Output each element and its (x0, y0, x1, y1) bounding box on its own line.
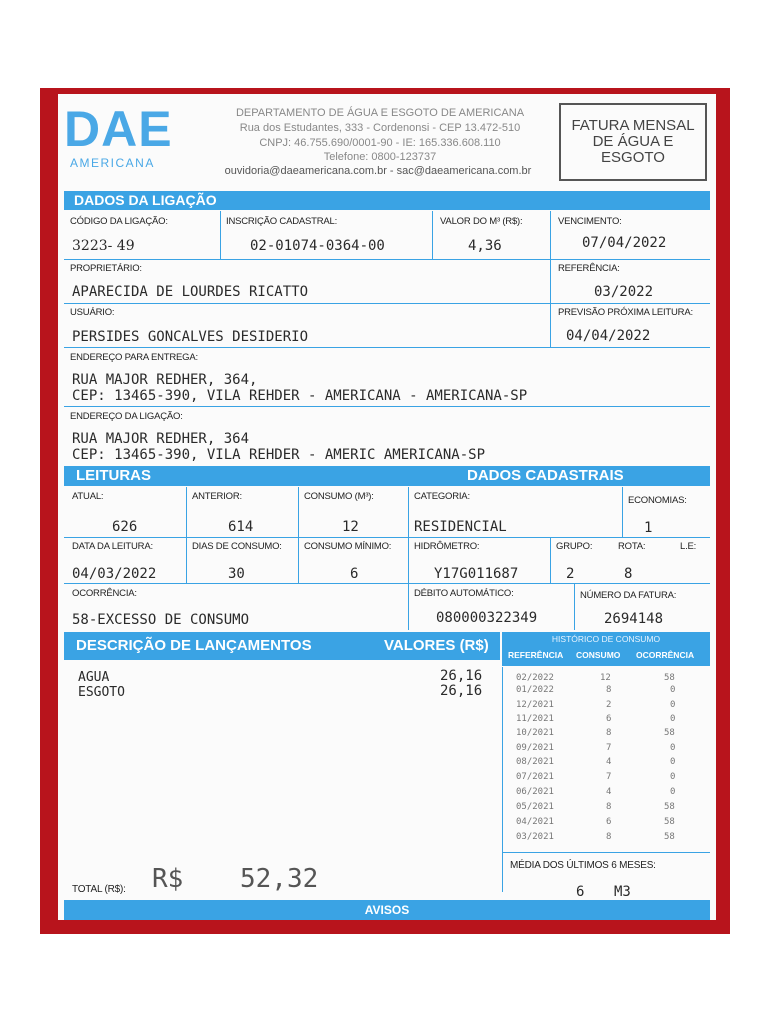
debito-label: DÉBITO AUTOMÁTICO: (414, 588, 514, 599)
anterior-value: 614 (228, 519, 254, 535)
hist-ocorrencia: 0 (670, 714, 676, 724)
media-label: MÉDIA DOS ÚLTIMOS 6 MESES: (510, 860, 656, 871)
le-label: L.E: (680, 541, 697, 552)
divider (408, 487, 409, 630)
col-ocorrencia: OCORRÊNCIA (636, 650, 695, 660)
inscricao-value: 02-01074-0364-00 (250, 238, 385, 254)
divider (502, 667, 503, 892)
end-entrega-line2: CEP: 13465-390, VILA REHDER - AMERICANA - AMERICANA-SP (72, 388, 528, 404)
referencia-label: REFERÊNCIA: (558, 263, 620, 274)
lancamentos-title: DESCRIÇÃO DE LANÇAMENTOS (76, 637, 312, 654)
section-leituras (64, 466, 710, 486)
hist-ref: 07/2021 (516, 772, 554, 782)
section-dados-ligacao (64, 191, 710, 210)
fatura-label: NÚMERO DA FATURA: (580, 590, 677, 601)
valor-m3-label: VALOR DO M³ (R$): (440, 216, 523, 227)
total-label: TOTAL (R$): (72, 884, 126, 895)
total-currency: R$ (152, 864, 184, 894)
anterior-label: ANTERIOR: (192, 491, 242, 502)
ocorrencia-value: 58-EXCESSO DE CONSUMO (72, 612, 250, 628)
org-phone: Telefone: 0800-123737 (323, 151, 437, 163)
total-value: 52,32 (240, 864, 319, 894)
hist-ref: 01/2022 (516, 685, 554, 695)
org-cnpj: CNPJ: 46.755.690/0001-90 - IE: 165.336.608.110 (259, 137, 501, 149)
hidrometro-value: Y17G011687 (434, 566, 519, 582)
hist-consumo: 2 (606, 700, 612, 710)
divider (502, 852, 710, 853)
col-consumo: CONSUMO (576, 650, 621, 660)
dias-label: DIAS DE CONSUMO: (192, 541, 282, 552)
end-ligacao-label: ENDEREÇO DA LIGAÇÃO: (70, 411, 183, 422)
hist-ocorrencia: 0 (670, 700, 676, 710)
debito-value: 080000322349 (436, 610, 538, 626)
grupo-value: 2 (566, 566, 575, 582)
valor-m3-value: 4,36 (468, 238, 502, 254)
end-entrega-line1: RUA MAJOR REDHER, 364, (72, 372, 258, 388)
rota-label: ROTA: (618, 541, 646, 552)
hist-consumo: 8 (606, 832, 612, 842)
lancamento-desc-esgoto: ESGOTO (78, 685, 125, 700)
rota-value: 8 (624, 566, 633, 582)
divider (622, 487, 623, 537)
historico-header (502, 632, 710, 666)
economias-value: 1 (644, 520, 653, 536)
atual-value: 626 (112, 519, 138, 535)
end-ligacao-line1: RUA MAJOR REDHER, 364 (72, 431, 250, 447)
dados-cadastrais-title: DADOS CADASTRAIS (467, 467, 624, 484)
divider (64, 259, 710, 260)
minimo-label: CONSUMO MÍNIMO: (304, 541, 392, 552)
divider (64, 406, 710, 407)
divider (64, 537, 710, 538)
leituras-title: LEITURAS (76, 467, 151, 484)
hist-ocorrencia: 0 (670, 743, 676, 753)
dae-logo: DAE (64, 101, 173, 157)
hist-consumo: 12 (600, 673, 611, 683)
divider (432, 211, 433, 259)
hist-consumo: 8 (606, 802, 612, 812)
ocorrencia-label: OCORRÊNCIA: (72, 588, 137, 599)
hist-ref: 02/2022 (516, 673, 554, 683)
divider (64, 303, 710, 304)
hist-consumo: 6 (606, 817, 612, 827)
lancamento-valor-esgoto: 26,16 (440, 683, 483, 699)
vencimento-label: VENCIMENTO: (558, 216, 622, 227)
divider (220, 211, 221, 259)
data-leitura-label: DATA DA LEITURA: (72, 541, 153, 552)
divider (64, 583, 710, 584)
doc-title-box (559, 103, 707, 181)
hist-ref: 10/2021 (516, 728, 554, 738)
hist-consumo: 4 (606, 787, 612, 797)
dias-value: 30 (228, 566, 245, 582)
doc-title: FATURA MENSAL DE ÁGUA E ESGOTO (571, 117, 695, 166)
media-unit: M3 (614, 884, 631, 900)
fatura-value: 2694148 (604, 611, 664, 627)
historico-title: HISTÓRICO DE CONSUMO (551, 634, 661, 644)
hist-ocorrencia: 58 (664, 728, 675, 738)
referencia-value: 03/2022 (594, 284, 654, 300)
section-dados-ligacao-title: DADOS DA LIGAÇÃO (74, 192, 217, 208)
hist-consumo: 6 (606, 714, 612, 724)
hist-ocorrencia: 0 (670, 685, 676, 695)
dae-logo-subtitle: AMERICANA (70, 156, 155, 170)
categoria-value: RESIDENCIAL (414, 519, 507, 535)
hist-ocorrencia: 58 (664, 673, 675, 683)
hist-ocorrencia: 58 (664, 817, 675, 827)
org-emails: ouvidoria@daeamericana.com.br - sac@daeamericana.com.br (224, 165, 532, 177)
grupo-label: GRUPO: (556, 541, 593, 552)
hist-consumo: 8 (606, 728, 612, 738)
hist-consumo: 7 (606, 772, 612, 782)
section-avisos (64, 900, 710, 920)
section-lancamentos (64, 632, 500, 660)
hidrometro-label: HIDRÔMETRO: (414, 541, 480, 552)
previsao-label: PREVISÃO PRÓXIMA LEITURA: (558, 307, 693, 318)
end-entrega-label: ENDEREÇO PARA ENTREGA: (70, 352, 198, 363)
proprietario-value: APARECIDA DE LOURDES RICATTO (72, 284, 309, 300)
org-address: Rua dos Estudantes, 333 - Cordenonsi - CEP 13.472-510 (239, 122, 521, 134)
divider (186, 487, 187, 583)
codigo-value: 3223- 49 (72, 238, 135, 254)
hist-ref: 04/2021 (516, 817, 554, 827)
hist-ref: 05/2021 (516, 802, 554, 812)
atual-label: ATUAL: (72, 491, 104, 502)
media-value: 6 (576, 884, 585, 900)
hist-consumo: 8 (606, 685, 612, 695)
divider (64, 347, 710, 348)
divider (550, 537, 551, 583)
hist-ref: 12/2021 (516, 700, 554, 710)
hist-consumo: 7 (606, 743, 612, 753)
hist-ocorrencia: 0 (670, 757, 676, 767)
hist-ocorrencia: 0 (670, 787, 676, 797)
divider (298, 487, 299, 583)
proprietario-label: PROPRIETÁRIO: (70, 263, 142, 274)
codigo-label: CÓDIGO DA LIGAÇÃO: (70, 216, 168, 227)
hist-ocorrencia: 0 (670, 772, 676, 782)
previsao-value: 04/04/2022 (566, 328, 651, 344)
categoria-label: CATEGORIA: (414, 491, 470, 502)
hist-ocorrencia: 58 (664, 802, 675, 812)
data-leitura-value: 04/03/2022 (72, 566, 157, 582)
consumo-value: 12 (342, 519, 359, 535)
hist-ref: 06/2021 (516, 787, 554, 797)
hist-ref: 03/2021 (516, 832, 554, 842)
consumo-label: CONSUMO (M³): (304, 491, 374, 502)
hist-ref: 11/2021 (516, 714, 554, 724)
hist-ocorrencia: 58 (664, 832, 675, 842)
divider (550, 211, 551, 347)
valores-title: VALORES (R$) (384, 637, 489, 654)
lancamento-valor-agua: 26,16 (440, 668, 483, 684)
hist-ref: 08/2021 (516, 757, 554, 767)
org-name: DEPARTAMENTO DE ÁGUA E ESGOTO DE AMERICANA (235, 107, 525, 119)
end-ligacao-line2: CEP: 13465-390, VILA REHDER - AMERIC AMERICANA-SP (72, 447, 486, 463)
hist-consumo: 4 (606, 757, 612, 767)
col-referencia: REFERÊNCIA (508, 650, 564, 660)
economias-label: ECONOMIAS: (628, 495, 687, 506)
avisos-title: AVISOS (364, 903, 410, 917)
minimo-value: 6 (350, 566, 359, 582)
lancamento-desc-agua: AGUA (78, 670, 110, 685)
vencimento-value: 07/04/2022 (582, 235, 667, 251)
hist-ref: 09/2021 (516, 743, 554, 753)
usuario-label: USUÁRIO: (70, 307, 115, 318)
usuario-value: PERSIDES GONCALVES DESIDERIO (72, 329, 309, 345)
divider (574, 583, 575, 630)
inscricao-label: INSCRIÇÃO CADASTRAL: (226, 216, 338, 227)
